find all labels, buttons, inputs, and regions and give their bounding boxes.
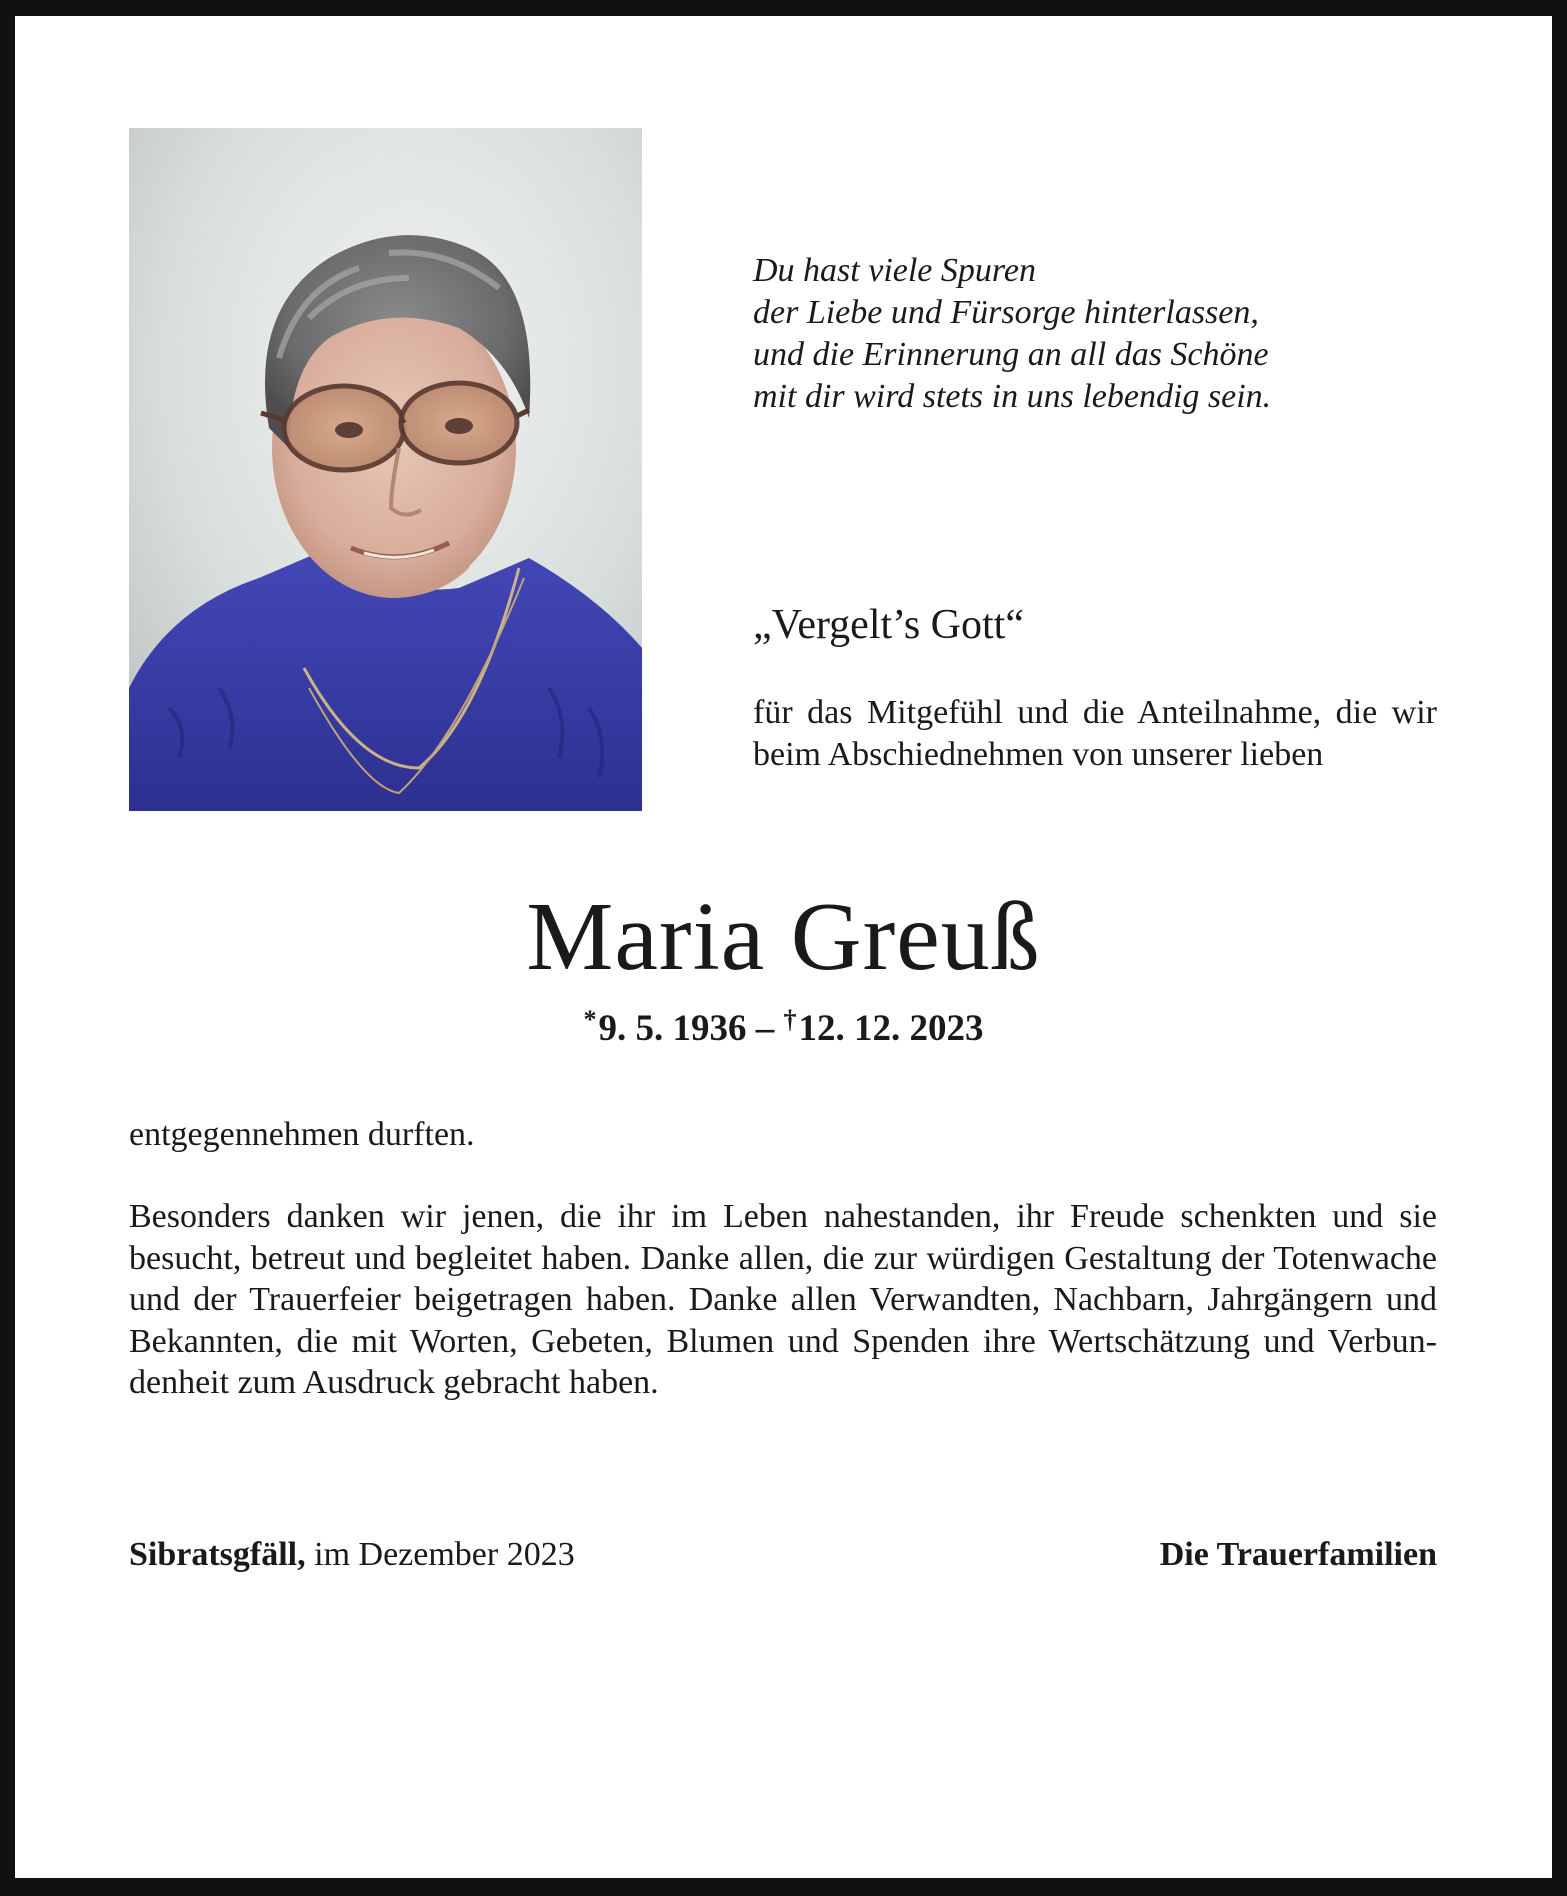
gratitude-paragraph: Besonders danken wir jenen, die ihr im Leben nahestanden, ihr Freude schenkten und sie besucht, betreut und begleitet haben. Danke allen, die zur würdigen Gestaltung der Totenwache und der Trauerfeier beigetragen haben. Danke allen Verwandten, Nachbarn, Jahrgängern und Bekannten, die mit Worten, Gebeten, Blumen und Spenden ihre Wertschätzung und Verbundenheit zum Ausdruck gebracht haben. [129, 1198, 1437, 1401]
poem-line: und die Erinnerung an all das Schöne [753, 336, 1269, 373]
date-separator: – [746, 1008, 784, 1049]
death-date: 12. 12. 2023 [798, 1008, 984, 1049]
footer-signature: Die Trauerfamilien [1159, 1536, 1437, 1573]
poem-line: Du hast viele Spuren [753, 252, 1036, 289]
poem-line: der Liebe und Fürsorge hinterlassen, [753, 294, 1259, 331]
portrait-illustration [129, 128, 642, 811]
footer-date: im Dezember 2023 [305, 1536, 575, 1573]
footer-place: Sibratsgfäll, [129, 1536, 306, 1573]
portrait-photo [129, 128, 642, 811]
life-dates [0, 1006, 1567, 1055]
poem-line: mit dir wird stets in uns lebendig sein. [753, 378, 1272, 415]
closing-first-line: entgegennehmen durften. [129, 1116, 475, 1153]
memorial-poem [753, 250, 1453, 418]
footer-place-date [129, 1534, 575, 1576]
thanks-heading: „Vergelt’s Gott“ [753, 602, 1024, 648]
deceased-name: Maria Greuß [526, 883, 1041, 991]
thanks-intro: für das Mitgefühl und die Anteilnahme, die wir beim Abschiednehmen von unserer lieben [753, 694, 1437, 773]
death-symbol: † [783, 1005, 797, 1034]
birth-date: 9. 5. 1936 [598, 1008, 747, 1049]
birth-symbol: * [583, 1005, 597, 1034]
